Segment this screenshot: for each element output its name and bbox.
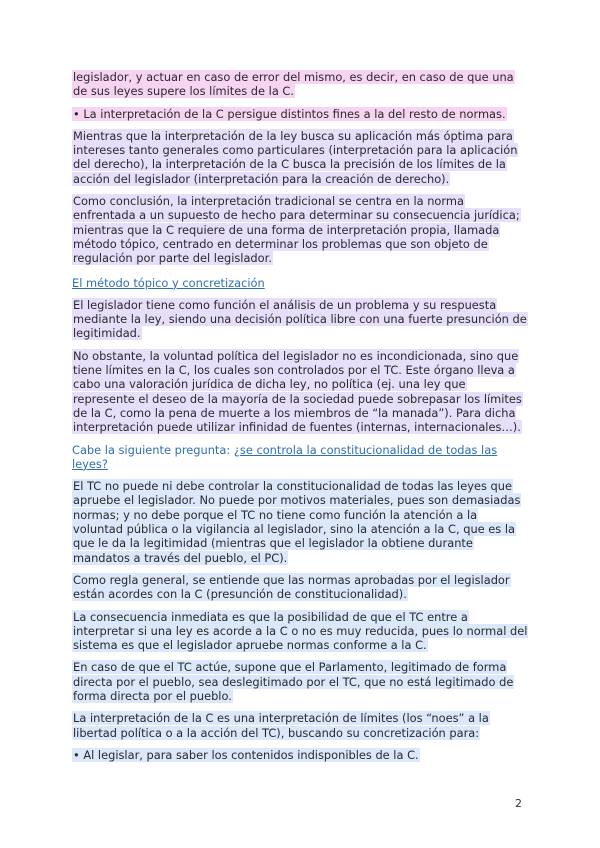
- highlighted-text: • La interpretación de la C persigue distintos fines a la del resto de normas.: [73, 106, 506, 121]
- question: [72, 443, 528, 472]
- highlighted-text: En caso de que el TC actúe, supone que el Parlamento, legitimado de forma directa por el pueblo, sea deslegitimado por el TC, que no está legitimado de forma directa por el pueblo.: [73, 660, 514, 703]
- highlighted-text: Como conclusión, la interpretación tradicional se centra en la norma enfrentada a un supuesto de hecho para determinar su consecuencia jurídica; mientras que la C requiere de una forma de interpretación propia, llamada método tópico, centrado en determinar los problemas que son objeto de regulación por parte del legislador.: [73, 194, 520, 266]
- paragraph: [72, 298, 528, 341]
- paragraph: [72, 349, 528, 435]
- section-heading: El método tópico y concretización: [72, 275, 265, 290]
- paragraph: [72, 70, 528, 99]
- question-prefix: Cabe la siguiente pregunta:: [72, 442, 234, 457]
- highlighted-text: La interpretación de la C es una interpretación de límites (los “noes” a la libertad política o a la acción del TC), buscando su concretización para:: [73, 711, 489, 740]
- paragraph: [72, 711, 528, 740]
- paragraph: [72, 610, 528, 653]
- highlighted-text: Mientras que la interpretación de la ley busca su aplicación más óptima para intereses tanto generales como particulares (interpretación para la aplicación del derecho), la interpretación de la C busca la precisión de los límites de la acción del legislador (interpretación para la creación de derecho).: [73, 128, 518, 186]
- paragraph: [72, 129, 528, 186]
- highlighted-text: Como regla general, se entiende que las normas aprobadas por el legislador están acordes con la C (presunción de constitucionalidad).: [73, 572, 510, 602]
- paragraph: [72, 479, 528, 565]
- page-number: 2: [515, 797, 522, 810]
- paragraph: [72, 573, 528, 602]
- paragraph: [72, 194, 528, 265]
- highlighted-text: La consecuencia inmediata es que la posibilidad de que el TC entre a interpretar si una ley es acorde a la C o no es muy reducida, pues lo normal del sistema es que el legislador apruebe normas conforme a la C.: [73, 609, 528, 653]
- highlighted-text: legislador, y actuar en caso de error del mismo, es decir, en caso de que una de sus leyes supere los límites de la C.: [73, 70, 514, 99]
- document-body: [72, 70, 528, 770]
- question-text: ¿se controla la constitucionalidad de todas las leyes?: [72, 442, 498, 471]
- highlighted-text: • Al legislar, para saber los contenidos indisponibles de la C.: [73, 747, 419, 762]
- paragraph: [72, 660, 528, 703]
- highlighted-text: El legislador tiene como función el análisis de un problema y su respuesta mediante la ley, siendo una decisión política libre con una fuerte presunción de legitimidad.: [73, 297, 527, 341]
- highlighted-text: El TC no puede ni debe controlar la constitucionalidad de todas las leyes que apruebe el legislador. No puede por motivos materiales, pues son demasiadas normas; y no debe porque el TC no tiene como función la atención a la voluntad pública o la vigilancia al legislador, sino la atención a la C, que es la que le da la legitimidad (mientras que el legislador la obtiene durante mandatos a través del pueblo, el PC).: [73, 479, 521, 565]
- bullet-item: [72, 107, 528, 121]
- bullet-item: [72, 748, 528, 762]
- highlighted-text: No obstante, la voluntad política del legislador no es incondicionada, sino que tiene límites en la C, los cuales son controlados por el TC. Este órgano lleva a cabo una valoración jurídica de dicha ley, no política (ej. una ley que represente el deseo de la mayoría de la sociedad puede sobrepasar los límites de la C, como la pena de muerte a los miembros de “la manada”). Para dicha interpretación puede utilizar infinidad de fuentes (internas, internacionales…).: [73, 348, 522, 435]
